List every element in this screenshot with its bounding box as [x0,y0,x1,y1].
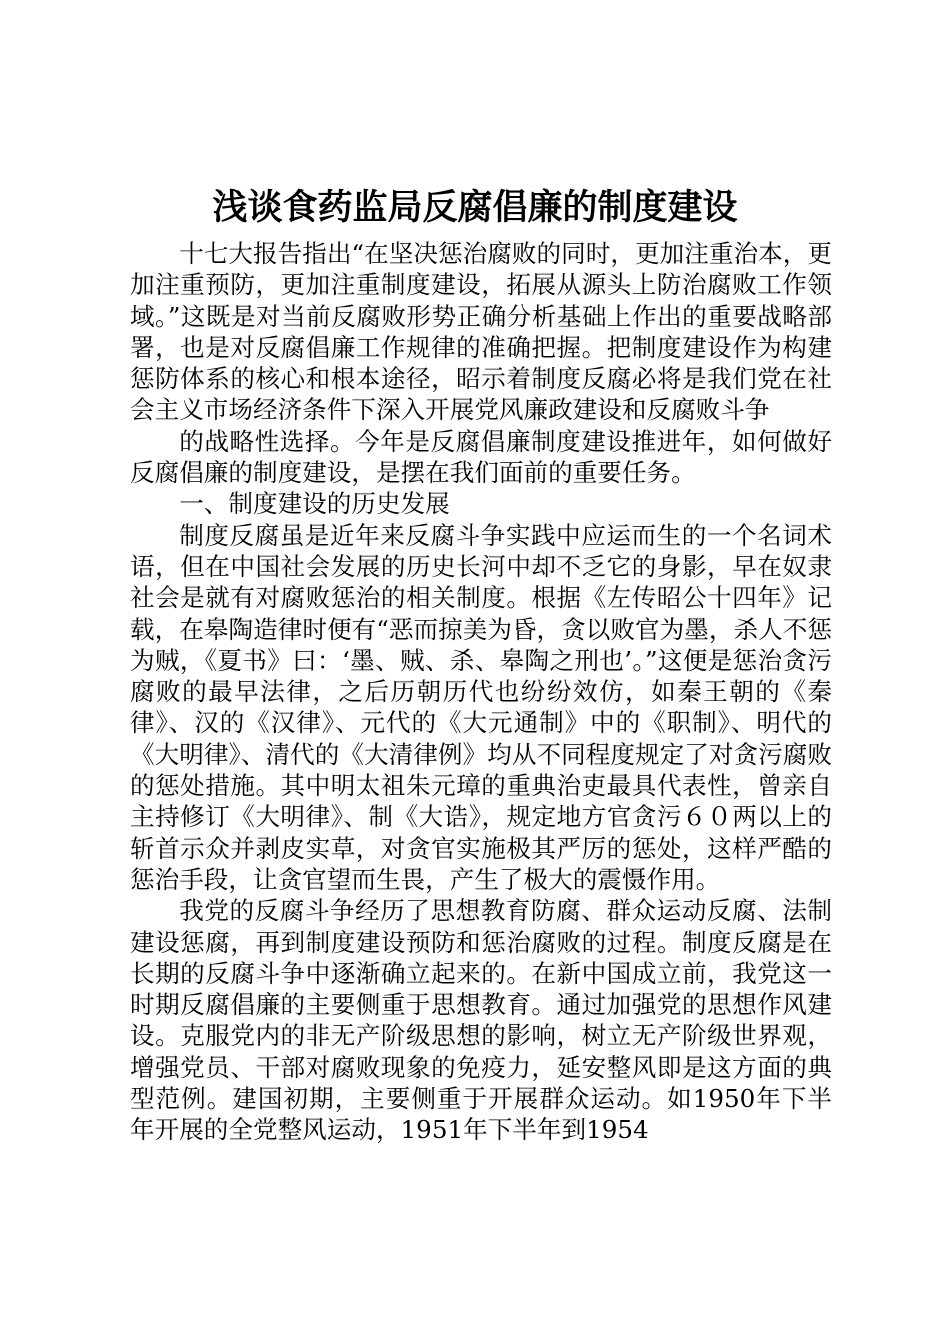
paragraph-intro-continued: 的战略性选择。今年是反腐倡廉制度建设推进年，如何做好反腐倡廉的制度建设，是摆在我们面前的重要任务。 [130,426,832,488]
document-title: 浅谈食药监局反腐倡廉的制度建设 [212,188,738,228]
paragraph-history: 制度反腐虽是近年来反腐斗争实践中应运而生的一个名词术语，但在中国社会发展的历史长河中却不乏它的身影，早在奴隶社会是就有对腐败惩治的相关制度。根据《左传昭公十四年》记载，在皋陶造律时便有“恶而掠美为昏，贪以败官为墨，杀人不惩为贼，《夏书》曰：‘墨、贼、杀、皋陶之刑也’。”这便是惩治贪污腐败的最早法律，之后历朝历代也纷纷效仿，如秦王朝的《秦律》、汉的《汉律》、元代的《大元通制》中的《职制》、明代的《大明律》、清代的《大清律例》均从不同程度规定了对贪污腐败的惩处措施。其中明太祖朱元璋的重典治吏最具代表性，曾亲自主持修订《大明律》、制《大诰》，规定地方官贪污６０两以上的斩首示众并剥皮实草，对贪官实施极其严厉的惩处，这样严酷的惩治手段，让贪官望而生畏，产生了极大的震慑作用。 [130,520,832,894]
paragraph-intro: 十七大报告指出“在坚决惩治腐败的同时，更加注重治本，更加注重预防，更加注重制度建设，拓展从源头上防治腐败工作领域。”这既是对当前反腐败形势正确分析基础上作出的重要战略部署，也是对反腐倡廉工作规律的准确把握。把制度建设作为构建惩防体系的核心和根本途径，昭示着制度反腐必将是我们党在社会主义市场经济条件下深入开展党风廉政建设和反腐败斗争 [130,239,832,425]
paragraph-party-history: 我党的反腐斗争经历了思想教育防腐、群众运动反腐、法制建设惩腐，再到制度建设预防和惩治腐败的过程。制度反腐是在长期的反腐斗争中逐渐确立起来的。在新中国成立前，我党这一时期反腐倡廉的主要侧重于思想教育。通过加强党的思想作风建设。克服党内的非无产阶级思想的影响，树立无产阶级世界观，增强党员、干部对腐败现象的免疫力，延安整风即是这方面的典型范例。建国初期，主要侧重于开展群众运动。如1950年下半年开展的全党整风运动，1951年下半年到1954 [130,896,832,1145]
section-heading-history: 一、制度建设的历史发展 [179,489,450,519]
document-body [130,238,832,1146]
